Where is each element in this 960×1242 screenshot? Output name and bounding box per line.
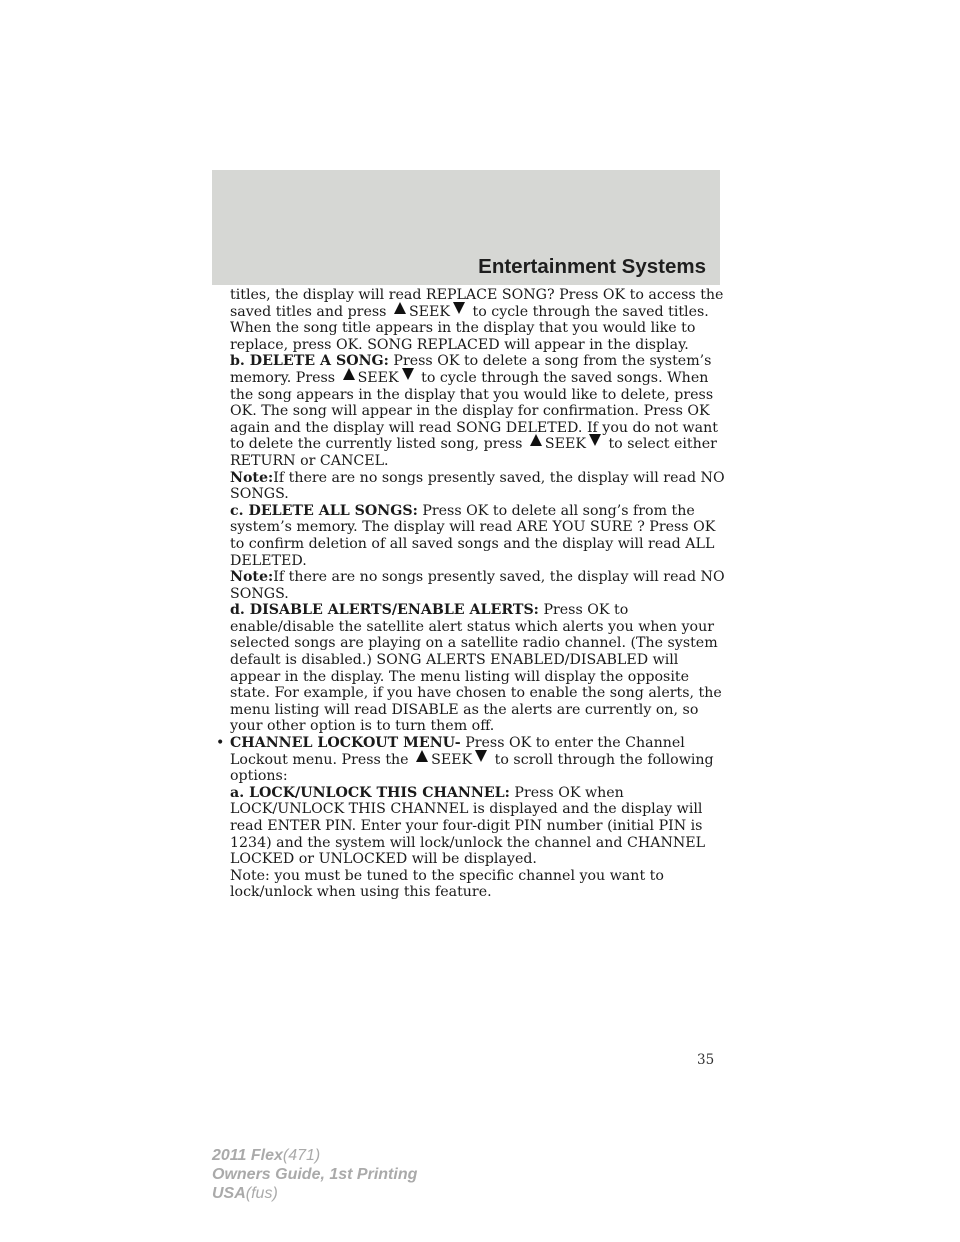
footer-line-printing: Owners Guide, 1st Printing xyxy=(212,1166,418,1183)
seek-label: SEEK xyxy=(431,751,473,768)
note-no-songs: Note:If there are no songs presently saved, the display will read NO SONGS. xyxy=(230,569,725,602)
seek-label: SEEK xyxy=(408,303,450,320)
paragraph-lock-unlock: a. LOCK/UNLOCK THIS CHANNEL: Press OK when LOCK/UNLOCK THIS CHANNEL is displayed and the display will read ENTER PIN. Enter your four-digit PIN number (initial PIN is 1234) and the system will lock/unlock the channel and CHANNEL LOCKED or UNLOCKED will be displayed. xyxy=(230,784,706,868)
seek-down-arrow-icon xyxy=(402,368,414,380)
footer-line-region: USA(fus) xyxy=(212,1185,278,1202)
paragraph-alerts: d. DISABLE ALERTS/ENABLE ALERTS: Press OK to enable/disable the satellite alert status which alerts you when your selected songs are playing on a satellite radio channel. (The system default is disabled.) SONG ALERTS ENABLED/DISABLED will appear in the display. The menu listing will display the opposite state. For example, if you have chosen to enable the song alerts, the menu listing will read DISABLE as the alerts are currently on, so your other option is to turn them off. xyxy=(230,602,722,735)
channel-lockout-heading: CHANNEL LOCKOUT MENU- xyxy=(230,735,461,752)
paragraph-delete-song: b. DELETE A SONG: Press OK to delete a song from the system’s memory. Press SEEK to cycle through the saved songs. When the song appears in the display that you would like to delete, press OK. The song will appear in the display for confirmation. Press OK again and the display will read SONG DELETED. If you do not want to delete the currently listed song, press SEEK to select either RETURN or CANCEL. xyxy=(230,353,718,469)
footer-imprint xyxy=(212,1146,417,1203)
note-tuned-channel: Note: you must be tuned to the specific channel you want to lock/unlock when using this feature. xyxy=(230,867,664,901)
delete-song-heading: b. DELETE A SONG: xyxy=(230,353,389,370)
seek-up-arrow-icon xyxy=(394,302,406,314)
page-body xyxy=(216,287,730,901)
page-number: 35 xyxy=(697,1052,715,1068)
lock-unlock-heading: a. LOCK/UNLOCK THIS CHANNEL: xyxy=(230,784,510,801)
seek-up-arrow-icon xyxy=(530,434,542,446)
delete-all-heading: c. DELETE ALL SONGS: xyxy=(230,502,418,519)
bullet-symbol: • xyxy=(216,735,225,752)
note-label: Note: xyxy=(230,469,274,486)
note-label: Note: xyxy=(230,569,274,586)
seek-down-arrow-icon xyxy=(453,302,465,314)
paragraph-delete-all-songs: c. DELETE ALL SONGS: Press OK to delete all song’s from the system’s memory. The display will read ARE YOU SURE ? Press OK to confirm deletion of all saved songs and the display will read ALL DELETED. xyxy=(230,502,716,569)
paragraph-replace-song: titles, the display will read REPLACE SONG? Press OK to access the saved titles and press SEEK to cycle through the saved titles. When the song title appears in the display that you would like to replace, press OK. SONG REPLACED will appear in the display. xyxy=(230,287,724,353)
note-no-songs: Note:If there are no songs presently saved, the display will read NO SONGS. xyxy=(230,469,725,503)
seek-label: SEEK xyxy=(544,436,586,453)
seek-down-arrow-icon xyxy=(589,434,601,446)
seek-up-arrow-icon xyxy=(416,750,428,762)
section-title: Entertainment Systems xyxy=(478,255,706,278)
seek-up-arrow-icon xyxy=(343,368,355,380)
footer-line-model: 2011 Flex(471) xyxy=(212,1147,321,1164)
section-header-band xyxy=(212,170,720,285)
seek-label: SEEK xyxy=(357,369,399,386)
seek-down-arrow-icon xyxy=(475,750,487,762)
alerts-heading: d. DISABLE ALERTS/ENABLE ALERTS: xyxy=(230,602,539,619)
bullet-channel-lockout: • CHANNEL LOCKOUT MENU- Press OK to enter the Channel Lockout menu. Press the SEEK to scroll through the following options: xyxy=(216,735,714,785)
